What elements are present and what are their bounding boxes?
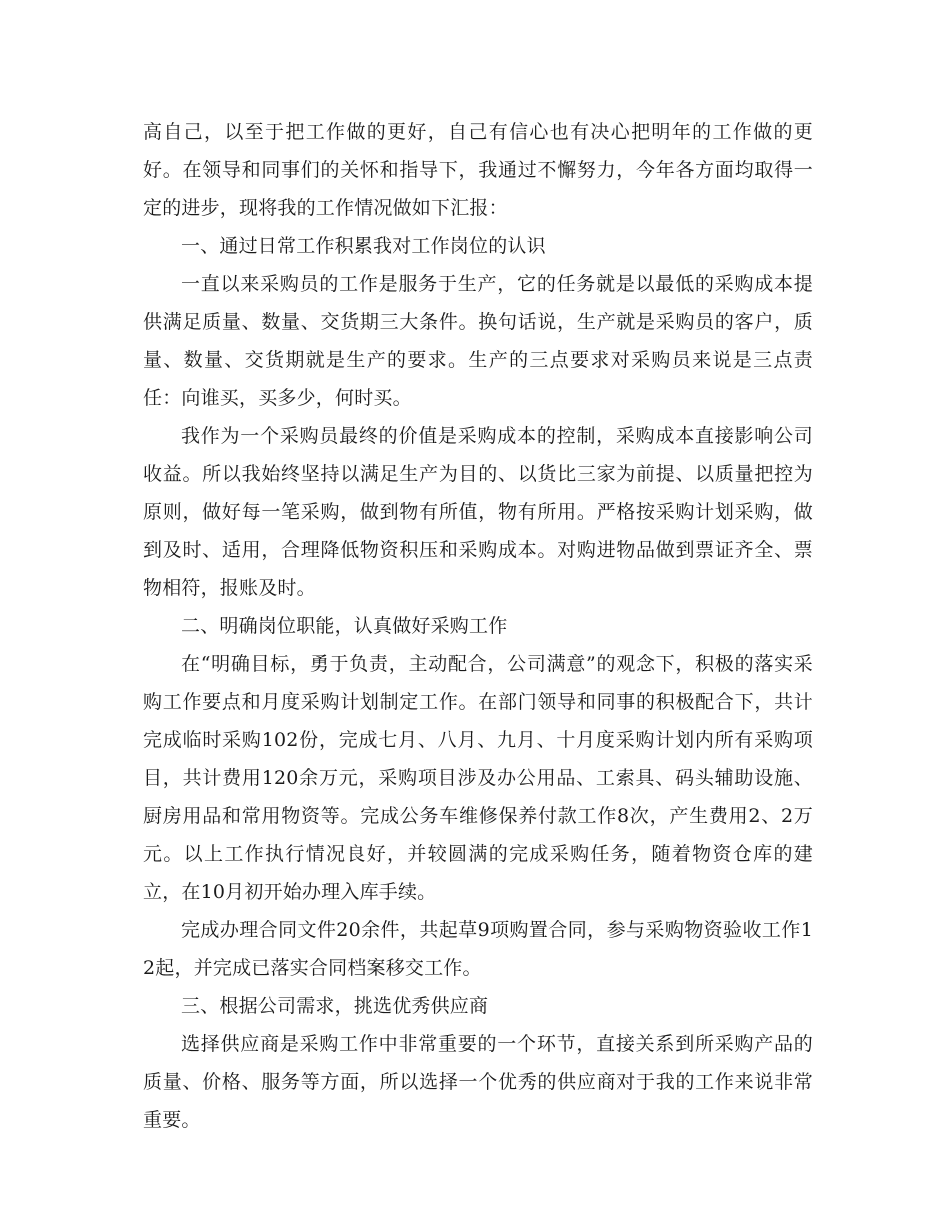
paragraph-role-understanding: 一直以来采购员的工作是服务于生产，它的任务就是以最低的采购成本提供满足质量、数量、交货期三大条件。换句话说，生产就是采购员的客户，质量、数量、交货期就是生产的要求。生产的三点要求对采购员来说是三点责任：向谁买，买多少，何时买。: [143, 273, 813, 409]
paragraph-supplier-selection: 选择供应商是采购工作中非常重要的一个环节，直接关系到所采购产品的质量、价格、服务等方面，所以选择一个优秀的供应商对于我的工作来说非常重要。: [143, 1033, 813, 1131]
paragraph-intro: 高自己，以至于把工作做的更好，自己有信心也有决心把明年的工作做的更好。在领导和同事们的关怀和指导下，我通过不懈努力，今年各方面均取得一定的进步，现将我的工作情况做如下汇报：: [143, 121, 813, 219]
paragraph-contracts: 完成办理合同文件20余件，共起草9项购置合同，参与采购物资验收工作12起，并完成已落实合同档案移交工作。: [143, 919, 813, 979]
paragraph-cost-control: 我作为一个采购员最终的价值是采购成本的控制，采购成本直接影响公司收益。所以我始终坚持以满足生产为目的、以货比三家为前提、以质量把控为原则，做好每一笔采购，做到物有所值，物有所用。严格按采购计划采购，做到及时、适用，合理降低物资积压和采购成本。对购进物品做到票证齐全、票物相符，报账及时。: [143, 425, 813, 599]
section-heading-1: 一、通过日常工作积累我对工作岗位的认识: [181, 235, 546, 257]
paragraph-procurement-work: 在“明确目标，勇于负责，主动配合，公司满意”的观念下，积极的落实采购工作要点和月度采购计划制定工作。在部门领导和同事的积极配合下，共计完成临时采购102份，完成七月、八月、九月、十月度采购计划内所有采购项目，共计费用120余万元，采购项目涉及办公用品、工索具、码头辅助设施、厨房用品和常用物资等。完成公务车维修保养付款工作8次，产生费用2、2万元。以上工作执行情况良好，并较圆满的完成采购任务，随着物资仓库的建立，在10月初开始办理入库手续。: [143, 653, 813, 903]
section-heading-2: 二、明确岗位职能，认真做好采购工作: [181, 615, 508, 637]
section-heading-3: 三、根据公司需求，挑选优秀供应商: [181, 995, 489, 1017]
document-body: [143, 113, 813, 1139]
